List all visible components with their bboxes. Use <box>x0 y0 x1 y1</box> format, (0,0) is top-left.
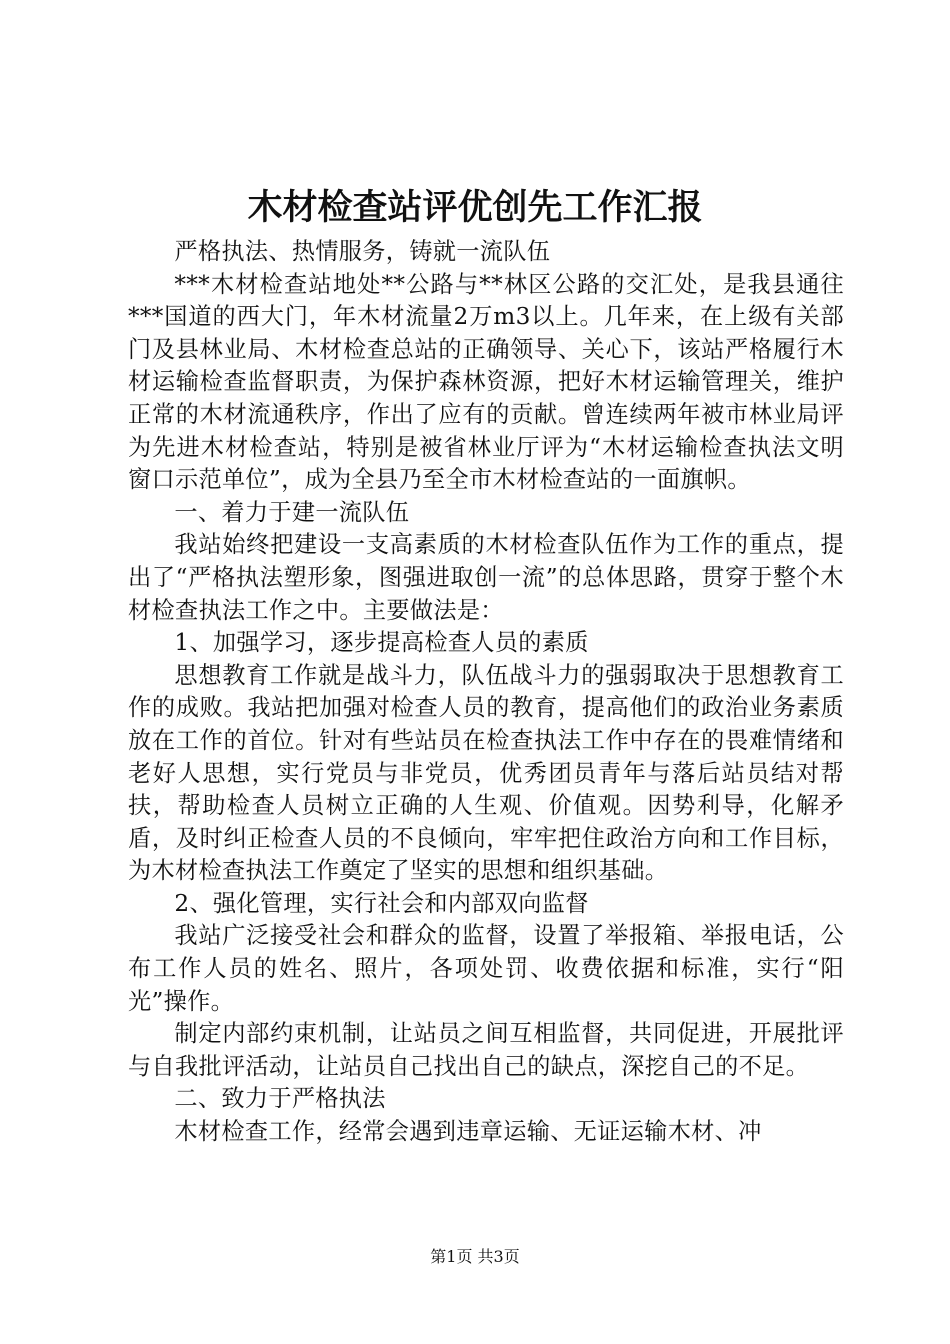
paragraph: 思想教育工作就是战斗力，队伍战斗力的强弱取决于思想教育工作的成败。我站把加强对检查人员的教育，提高他们的政治业务素质放在工作的首位。针对有些站员在检查执法工作中存在的畏难情绪和老好人思想，实行党员与非党员，优秀团员青年与落后站员结对帮扶，帮助检查人员树立正确的人生观、价值观。因势利导，化解矛盾，及时纠正检查人员的不良倾向，牢牢把住政治方向和工作目标，为木材检查执法工作奠定了坚实的思想和组织基础。 <box>128 661 844 885</box>
paragraph: 木材检查工作，经常会遇到违章运输、无证运输木材、冲 <box>174 1118 762 1146</box>
paragraph-subtitle: 严格执法、热情服务，铸就一流队伍 <box>174 238 551 265</box>
document-title: 木材检查站评优创先工作汇报 <box>247 187 703 228</box>
paragraph: ***木材检查站地处**公路与**林区公路的交汇处，是我县通往***国道的西大门，年木材流量2万m3以上。几年来，在上级有关部门及县林业局、木材检查总站的正确领导、关心下，该站严格履行木材运输检查监督职责，为保护森林资源，把好木材运输管理关，维护正常的木材流通秩序，作出了应有的贡献。曾连续两年被市林业局评为先进木材检查站，特别是被省林业厅评为“木材运输检查执法文明窗口示范单位”，成为全县乃至全市木材检查站的一面旗帜。 <box>128 270 844 494</box>
paragraph: 我站广泛接受社会和群众的监督，设置了举报箱、举报电话，公布工作人员的姓名、照片，各项处罚、收费依据和标准，实行“阳光”操作。 <box>128 922 844 1015</box>
document-body <box>128 236 844 1149</box>
paragraph: 我站始终把建设一支高素质的木材检查队伍作为工作的重点，提出了“严格执法塑形象，图强进取创一流”的总体思路，贯穿于整个木材检查执法工作之中。主要做法是： <box>128 531 844 624</box>
subsection-heading: 1、加强学习，逐步提高检查人员的素质 <box>174 629 589 657</box>
page-footer: 第1页 共3页 <box>430 1247 520 1266</box>
section-heading: 二、致力于严格执法 <box>174 1085 386 1113</box>
subsection-heading: 2、强化管理，实行社会和内部双向监督 <box>174 889 589 917</box>
paragraph: 制定内部约束机制，让站员之间互相监督，共同促进，开展批评与自我批评活动，让站员自己找出自己的缺点，深挖自己的不足。 <box>128 1020 844 1080</box>
section-heading: 一、着力于建一流队伍 <box>174 498 410 526</box>
